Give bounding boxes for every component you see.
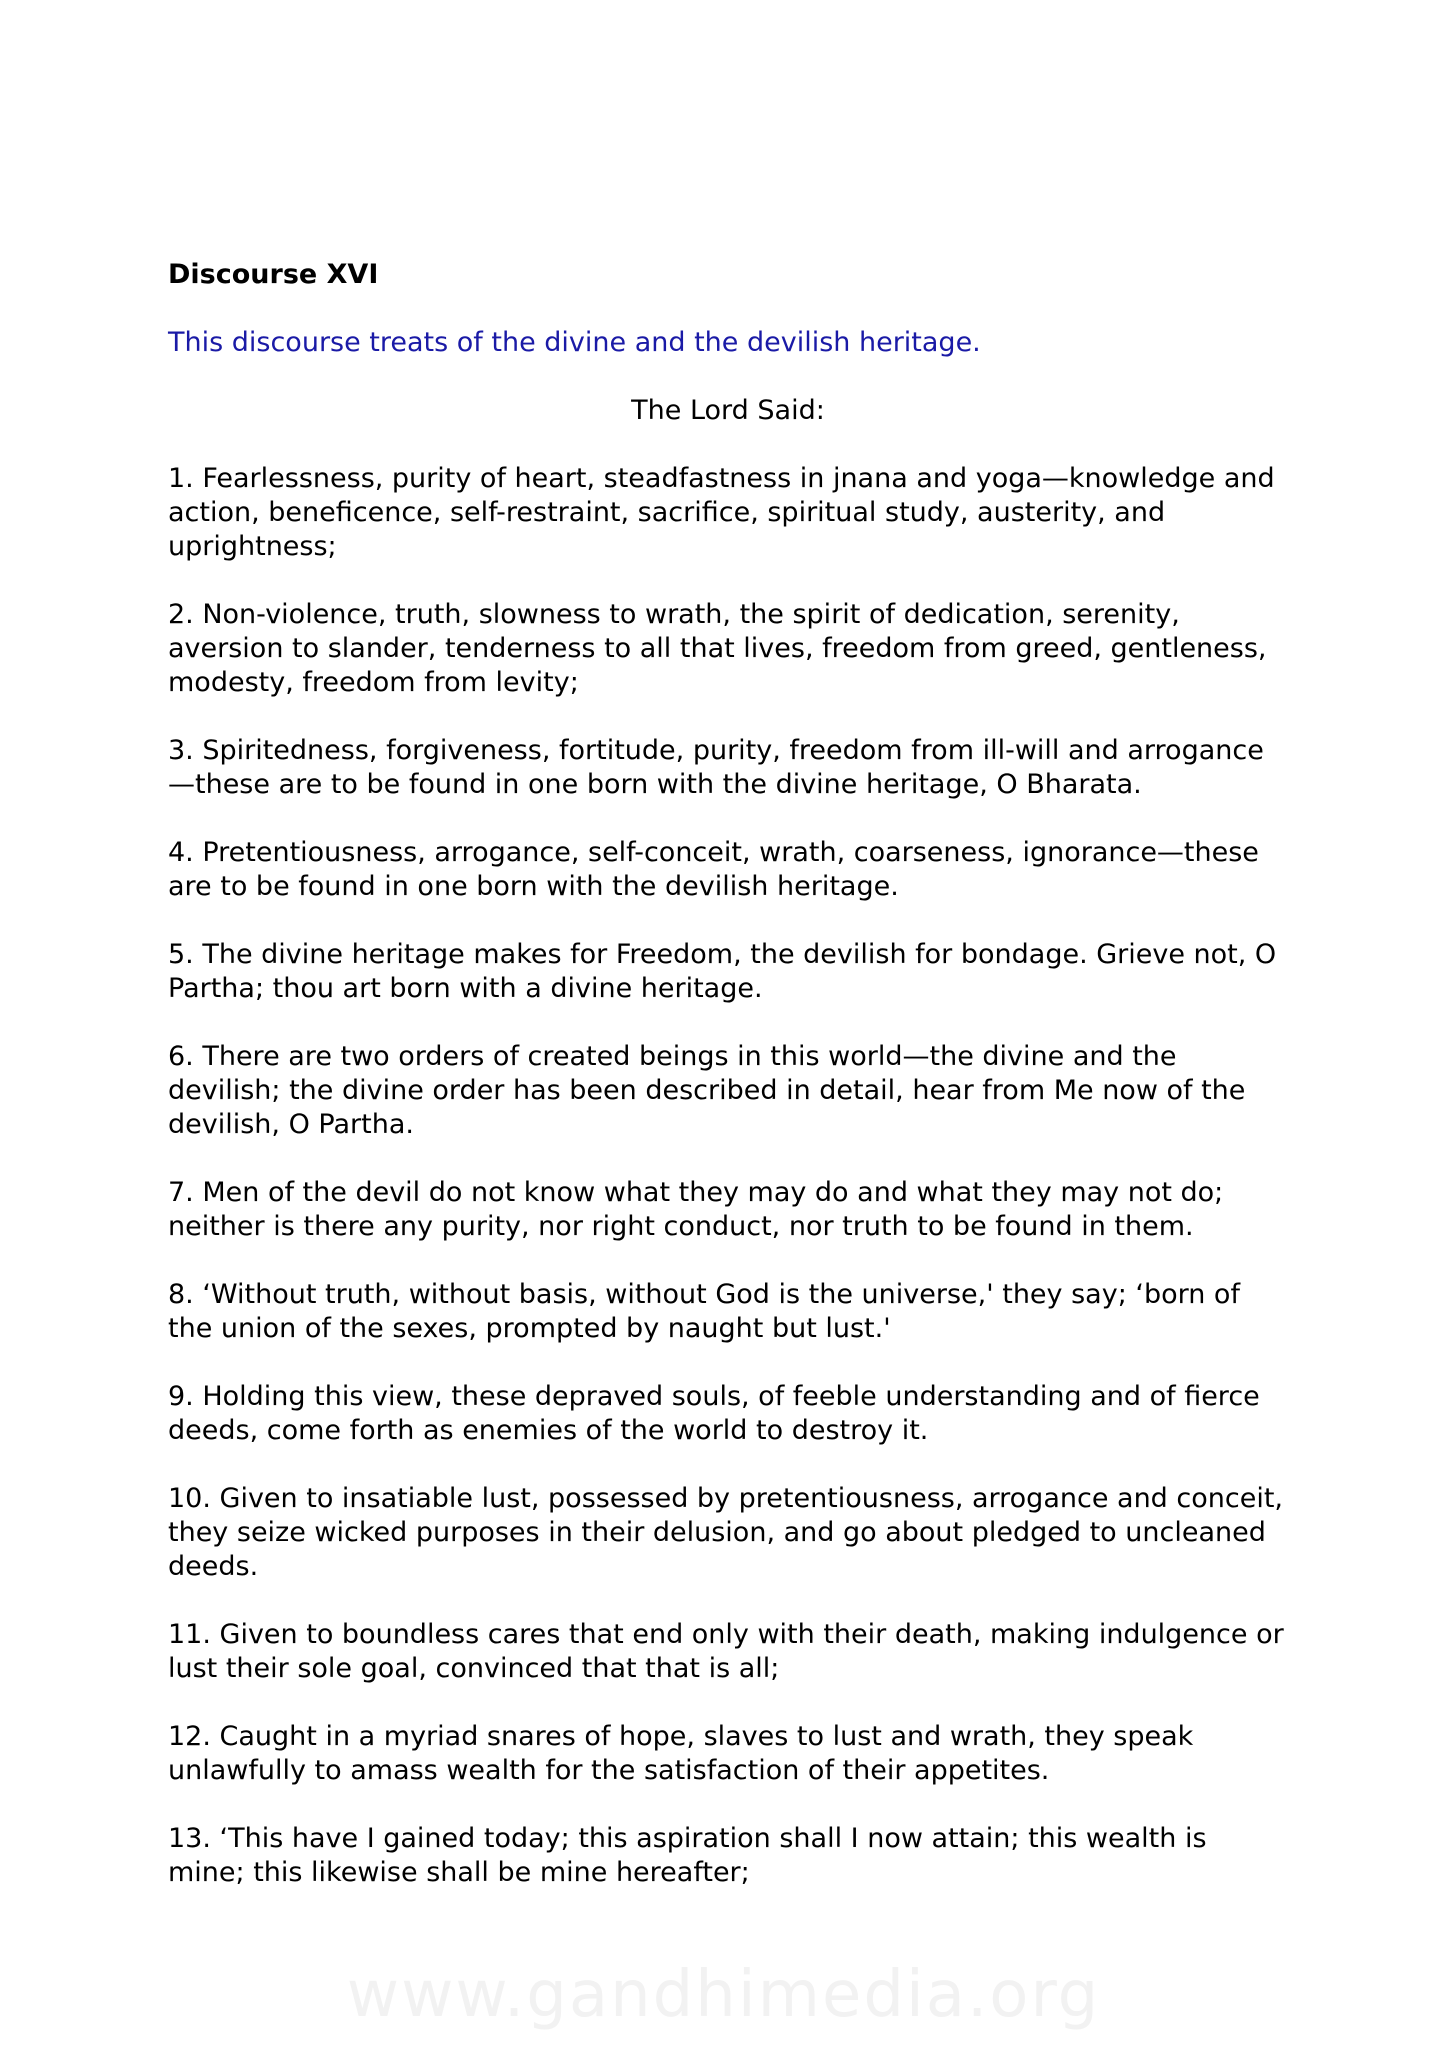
verse-12: 12. Caught in a myriad snares of hope, slaves to lust and wrath, they speak unlawfully to amass wealth for the satisfaction of their appetites. <box>168 1721 1194 1786</box>
speaker-line: The Lord Said: <box>631 395 825 426</box>
discourse-heading: Discourse XVI <box>168 259 379 290</box>
discourse-intro: This discourse treats of the divine and the devilish heritage. <box>168 327 981 358</box>
verse-5: 5. The divine heritage makes for Freedom, the devilish for bondage. Grieve not, O Partha; thou art born with a divine heritage. <box>168 939 1277 1004</box>
watermark-text: www.gandhimedia.org <box>346 1958 1101 2032</box>
verse-3: 3. Spiritedness, forgiveness, fortitude, purity, freedom from ill-will and arrogance—these are to be found in one born with the divine heritage, O Bharata. <box>168 735 1264 800</box>
verse-1: 1. Fearlessness, purity of heart, steadfastness in jnana and yoga—knowledge and action, beneficence, self-restraint, sacrifice, spiritual study, austerity, and uprightness; <box>168 463 1275 562</box>
verse-7: 7. Men of the devil do not know what they may do and what they may not do; neither is there any purity, nor right conduct, nor truth to be found in them. <box>168 1177 1224 1242</box>
verse-6: 6. There are two orders of created beings in this world—the divine and the devilish; the divine order has been described in detail, hear from Me now of the devilish, O Partha. <box>168 1041 1246 1140</box>
verse-13: 13. ‘This have I gained today; this aspiration shall I now attain; this wealth is mine; this likewise shall be mine hereafter; <box>168 1823 1207 1888</box>
verse-4: 4. Pretentiousness, arrogance, self-conceit, wrath, coarseness, ignorance—these are to be found in one born with the devilish heritage. <box>168 837 1259 902</box>
document-page <box>168 258 1288 1924</box>
verse-8: 8. ‘Without truth, without basis, without God is the universe,' they say; ‘born of the union of the sexes, prompted by naught but lust.' <box>168 1279 1240 1344</box>
verse-11: 11. Given to boundless cares that end only with their death, making indulgence or lust their sole goal, convinced that that is all; <box>168 1619 1284 1684</box>
verse-2: 2. Non-violence, truth, slowness to wrath, the spirit of dedication, serenity, aversion to slander, tenderness to all that lives, freedom from greed, gentleness, modesty, freedom from levity; <box>168 599 1267 698</box>
verse-9: 9. Holding this view, these depraved souls, of feeble understanding and of fierce deeds, come forth as enemies of the world to destroy it. <box>168 1381 1260 1446</box>
verse-10: 10. Given to insatiable lust, possessed by pretentiousness, arrogance and conceit, they seize wicked purposes in their delusion, and go about pledged to uncleaned deeds. <box>168 1483 1284 1582</box>
